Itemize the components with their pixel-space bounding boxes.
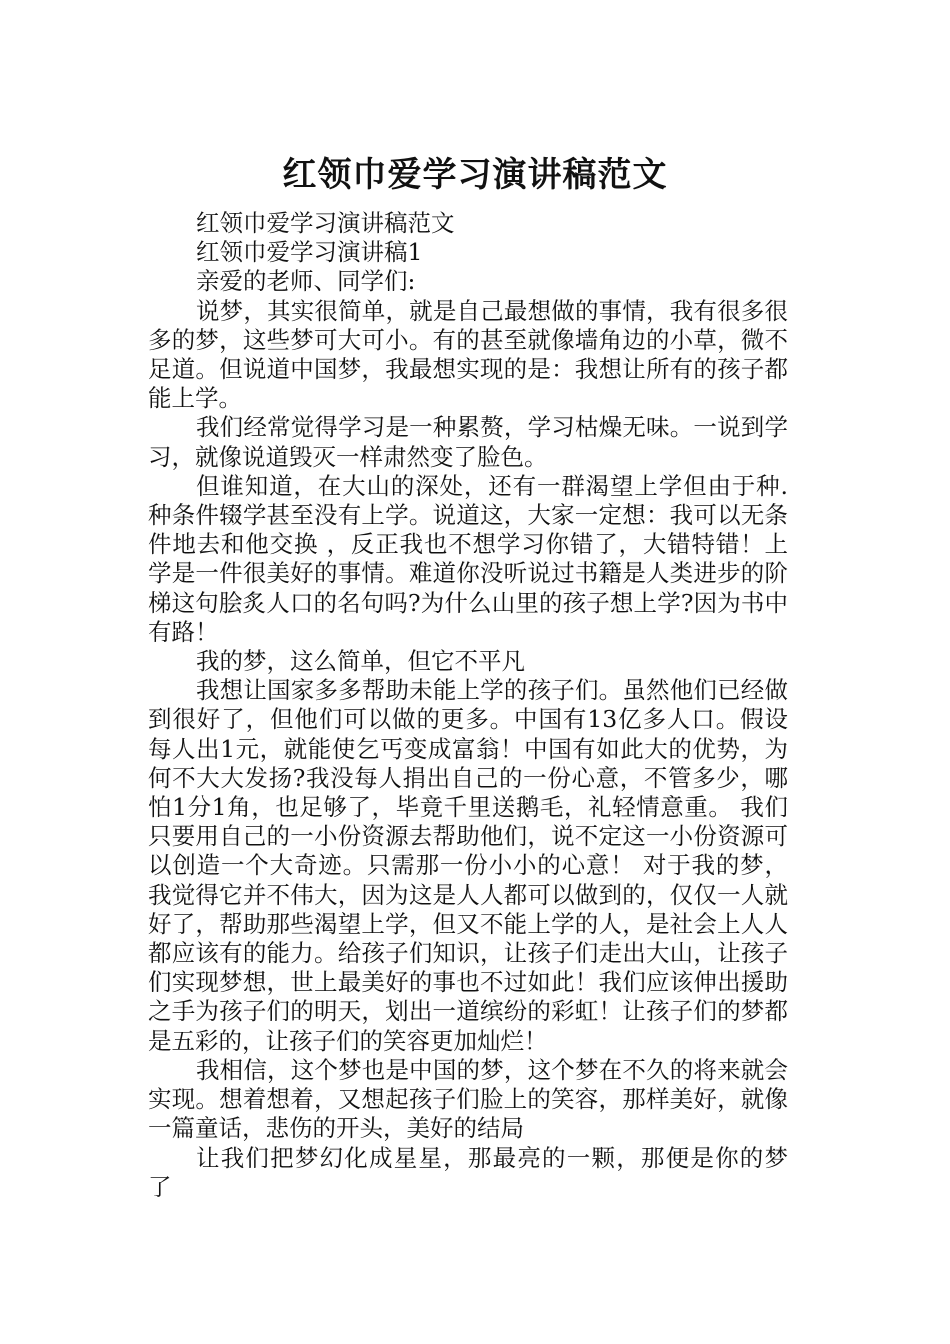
paragraph: 我们经常觉得学习是一种累赘，学习枯燥无味。一说到学习，就像说道毁灭一样肃然变了脸色。 — [148, 413, 788, 471]
document-title: 红领巾爱学习演讲稿范文 — [282, 154, 668, 195]
paragraph: 红领巾爱学习演讲稿1 — [196, 238, 423, 267]
paragraph: 我的梦，这么简单，但它不平凡 — [196, 647, 525, 676]
paragraph: 我相信，这个梦也是中国的梦，这个梦在不久的将来就会实现。想着想着，又想起孩子们脸上的笑容，那样美好，就像一篇童话，悲伤的开头，美好的结局 — [148, 1055, 788, 1143]
document-body — [148, 209, 788, 1202]
paragraph: 红领巾爱学习演讲稿范文 — [196, 209, 455, 237]
paragraph: 亲爱的老师、同学们: — [196, 267, 416, 296]
paragraph: 让我们把梦幻化成星星，那最亮的一颗，那便是你的梦 了 — [148, 1143, 788, 1201]
paragraph: 我想让国家多多帮助未能上学的孩子们。虽然他们已经做到很好了，但他们可以做的更多。中国有13亿多人口。假设每人出1元，就能使乞丐变成富翁！中国有如此大的优势，为何不大大发扬?我没每人捐出自己的一份心意，不管多少，哪怕1分1角，也足够了，毕竟千里送鹅毛，礼轻情意重。 我们只要用自己的一小份资源去帮助他们，说不定这一小份资源可以创造一个大奇迹。只需那一份小小的心意！ 对于我的梦，我觉得它并不伟大，因为这是人人都可以做到的，仅仅一人就好了，帮助那些渴望上学，但又不能上学的人，是社会上人人都应该有的能力。给孩子们知识，让孩子们走出大山，让孩子们实现梦想，世上最美好的事也不过如此！我们应该伸出援助之手为孩子们的明天，划出一道缤纷的彩虹！让孩子们的梦都是五彩的，让孩子们的笑容更加灿烂！ — [148, 676, 788, 1055]
paragraph: 说梦，其实很简单，就是自己最想做的事情，我有很多很多的梦，这些梦可大可小。有的甚至就像墙角边的小草，微不足道。但说道中国梦，我最想实现的是：我想让所有的孩子都能上学。 — [148, 296, 788, 413]
paragraph: 但谁知道，在大山的深处，还有一群渴望上学但由于种.种条件辍学甚至没有上学。说道这，大家一定想：我可以无条件地去和他交换 ，反正我也不想学习你错了，大错特错！上学是一件很美好的事情。难道你没听说过书籍是人类进步的阶梯这句脍炙人口的名句吗?为什么山里的孩子想上学?因为书中有路！ — [148, 471, 788, 646]
